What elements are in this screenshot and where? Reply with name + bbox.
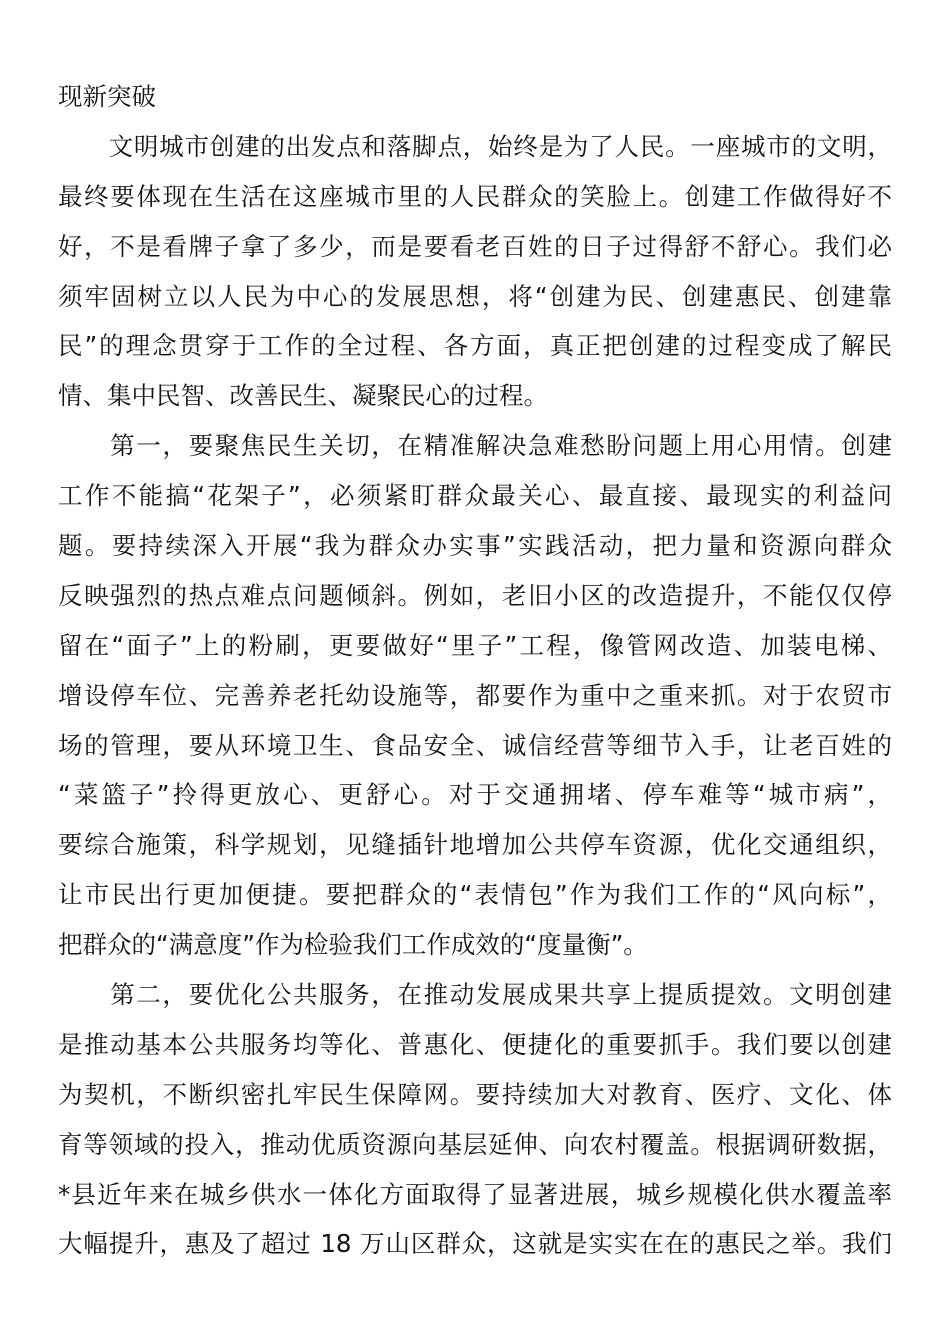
text-line: 民”的理念贯穿于工作的全过程、各方面，真正把创建的过程变成了解民	[58, 331, 892, 361]
text-line: 文明城市创建的出发点和落脚点，始终是为了人民。一座城市的文明，	[58, 131, 892, 161]
text-line: 工作不能搞“花架子”，必须紧盯群众最关心、最直接、最现实的利益问	[58, 481, 892, 511]
text-line: 第二，要优化公共服务，在推动发展成果共享上提质提效。文明创建	[58, 980, 892, 1010]
text-line: 题。要持续深入开展“我为群众办实事”实践活动，把力量和资源向群众	[58, 531, 892, 561]
text-line: 最终要体现在生活在这座城市里的人民群众的笑脸上。创建工作做得好不	[58, 181, 892, 211]
text-line: “菜篮子”拎得更放心、更舒心。对于交通拥堵、停车难等“城市病”，	[58, 780, 892, 810]
text-line: 为契机，不断织密扎牢民生保障网。要持续加大对教育、医疗、文化、体	[58, 1079, 892, 1109]
text-line: *县近年来在城乡供水一体化方面取得了显著进展，城乡规模化供水覆盖率	[58, 1179, 892, 1209]
text-line: 让市民出行更加便捷。要把群众的“表情包”作为我们工作的“风向标”，	[58, 880, 892, 910]
text-line: 是推动基本公共服务均等化、普惠化、便捷化的重要抓手。我们要以创建	[58, 1029, 892, 1059]
text-line: 要综合施策，科学规划，见缝插针地增加公共停车资源，优化交通组织，	[58, 830, 892, 860]
text-line: 反映强烈的热点难点问题倾斜。例如，老旧小区的改造提升，不能仅仅停	[58, 580, 892, 610]
document-page	[58, 72, 892, 1269]
text-line: 把群众的“满意度”作为检验我们工作成效的“度量衡”。	[58, 930, 648, 960]
text-line: 须牢固树立以人民为中心的发展思想，将“创建为民、创建惠民、创建靠	[58, 281, 892, 311]
section-heading-tail: 现新突破	[58, 82, 156, 111]
text-line: 好，不是看牌子拿了多少，而是要看老百姓的日子过得舒不舒心。我们必	[58, 231, 892, 261]
text-line: 留在“面子”上的粉刷，更要做好“里子”工程，像管网改造、加装电梯、	[58, 630, 892, 660]
text-line: 场的管理，要从环境卫生、食品安全、诚信经营等细节入手，让老百姓的	[58, 730, 892, 760]
text-line: 育等领域的投入，推动优质资源向基层延伸、向农村覆盖。根据调研数据，	[58, 1129, 892, 1159]
text-line: 增设停车位、完善养老托幼设施等，都要作为重中之重来抓。对于农贸市	[58, 680, 892, 710]
text-line: 大幅提升，惠及了超过 18 万山区群众，这就是实实在在的惠民之举。我们	[58, 1229, 892, 1259]
text-line: 情、集中民智、改善民生、凝聚民心的过程。	[58, 381, 548, 411]
text-line: 第一，要聚焦民生关切，在精准解决急难愁盼问题上用心用情。创建	[58, 431, 892, 461]
